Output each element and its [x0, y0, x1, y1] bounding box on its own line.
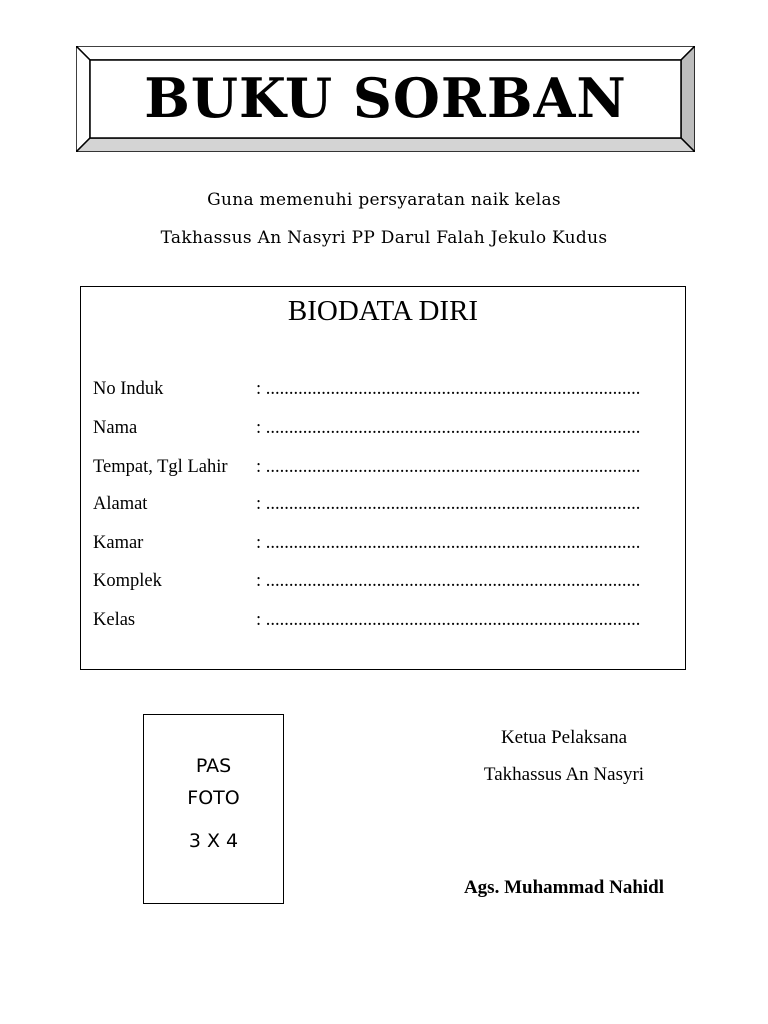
photo-label-line-1: PAS: [195, 755, 232, 777]
biodata-value-line: : .................................................................................: [256, 418, 641, 438]
biodata-label: Kelas: [93, 610, 136, 630]
photo-label-line-2: FOTO: [187, 787, 240, 809]
subtitle-line-1: Guna memenuhi persyaratan naik kelas: [207, 190, 561, 210]
biodata-value-line: : .................................................................................: [256, 494, 641, 514]
photo-placeholder-box: [143, 714, 284, 904]
biodata-value-line: : .................................................................................: [256, 571, 641, 591]
title-banner: [76, 46, 695, 152]
biodata-value-line: : .................................................................................: [256, 610, 641, 630]
biodata-label: Nama: [93, 418, 138, 438]
biodata-value-line: : .................................................................................: [256, 457, 641, 477]
subtitle-line-2: Takhassus An Nasyri PP Darul Falah Jekulo Kudus: [160, 228, 608, 248]
signature-role: Ketua Pelaksana: [500, 727, 628, 748]
biodata-value-line: : .................................................................................: [256, 533, 641, 553]
signature-name: Ags. Muhammad Nahidl: [463, 877, 665, 898]
photo-size-label: 3 X 4: [188, 830, 239, 852]
biodata-box: [80, 286, 686, 670]
biodata-value-line: : .................................................................................: [256, 379, 641, 399]
biodata-label: No Induk: [93, 379, 164, 399]
biodata-label: Komplek: [93, 571, 162, 591]
biodata-label: Kamar: [93, 533, 144, 553]
biodata-heading: BIODATA DIRI: [287, 295, 479, 327]
biodata-label: Tempat, Tgl Lahir: [93, 457, 228, 477]
page-title: BUKU SORBAN: [144, 66, 627, 130]
signature-organization: Takhassus An Nasyri: [483, 764, 645, 785]
biodata-label: Alamat: [93, 494, 148, 514]
